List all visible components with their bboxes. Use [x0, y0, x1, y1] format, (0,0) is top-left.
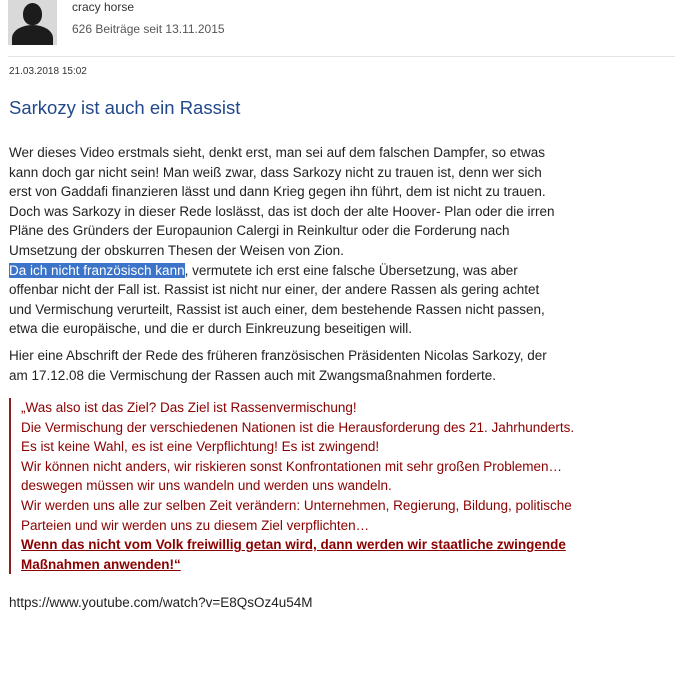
text-after-highlight: , vermutete ich erst eine falsche Übersetzung, was aber: [184, 262, 518, 278]
quote-line: Wir können nicht anders, wir riskieren sonst Konfrontationen mit sehr großen Problemen…: [21, 458, 562, 474]
text-line: Doch was Sarkozy in dieser Rede loslässt, das ist doch der alte Hoover- Plan oder die irren: [9, 203, 555, 219]
avatar-head-shape: [23, 3, 42, 25]
avatar-body-shape: [12, 25, 53, 45]
user-post-count: 626 Beiträge seit 13.11.2015: [72, 22, 225, 36]
quote-line: „Was also ist das Ziel? Das Ziel ist Rassenvermischung!: [21, 400, 357, 415]
text-line: etwa die europäische, und die er durch Einkreuzung beseitigen will.: [9, 321, 412, 337]
quote-line: Es ist keine Wahl, es ist eine Verpflichtung! Es ist zwingend!: [21, 439, 380, 455]
selected-text-highlight[interactable]: Da ich nicht französisch kann: [9, 262, 185, 278]
text-line: [9, 261, 619, 281]
user-avatar[interactable]: [8, 0, 57, 45]
text-line: Umsetzung der obskurren Thesen der Weisen von Zion.: [9, 242, 344, 258]
username-link[interactable]: cracy horse: [72, 0, 135, 14]
quote-line: Parteien und wir werden uns zu diesem Ziel verpflichten…: [21, 517, 370, 533]
header-divider: [8, 56, 675, 57]
text-line: kann doch gar nicht sein! Man weiß zwar, dass Sarkozy nicht zu trauen ist, denn wer sich: [9, 164, 542, 180]
quote-line: Die Vermischung der verschiedenen Nationen ist die Herausforderung des 21. Jahrhunderts.: [21, 419, 575, 435]
post-paragraph-1: [9, 143, 619, 339]
quote-block: [9, 398, 639, 574]
text-line: Pläne des Gründers der Europaunion Calergi in Reinkultur oder die Forderung nach: [9, 223, 510, 239]
post-title: Sarkozy ist auch ein Rassist: [9, 97, 241, 118]
text-line: und Vermischung verurteilt, Rassist ist auch einer, dem bestehende Rassen nicht passen,: [9, 301, 545, 317]
quote-emphasis-line: Wenn das nicht vom Volk freiwillig getan wird, dann werden wir staatliche zwingende: [21, 537, 566, 553]
quote-emphasis-line: Maßnahmen anwenden!“: [21, 556, 181, 572]
text-line: Hier eine Abschrift der Rede des früheren französischen Präsidenten Nicolas Sarkozy, der: [9, 348, 547, 363]
post-paragraph-2: [9, 346, 619, 385]
post-date: 21.03.2018 15:02: [9, 66, 87, 77]
quote-line: deswegen müssen wir uns wandeln und werden uns wandeln.: [21, 478, 392, 494]
text-line: Wer dieses Video erstmals sieht, denkt erst, man sei auf dem falschen Dampfer, so etwas: [9, 145, 545, 160]
video-url-link[interactable]: https://www.youtube.com/watch?v=E8QsOz4u54M: [9, 595, 313, 610]
text-line: erst von Gaddafi finanzieren lässt und dann Krieg gegen ihn führt, dem ist nicht zu trauen.: [9, 184, 546, 200]
quote-line: Wir werden uns alle zur selben Zeit verändern: Unternehmen, Regierung, Bildung, politische: [21, 497, 572, 513]
text-line: offenbar nicht der Fall ist. Rassist ist nicht nur einer, der andere Rassen als gering achtet: [9, 282, 540, 298]
text-line: am 17.12.08 die Vermischung der Rassen auch mit Zwangsmaßnahmen forderte.: [9, 367, 497, 383]
